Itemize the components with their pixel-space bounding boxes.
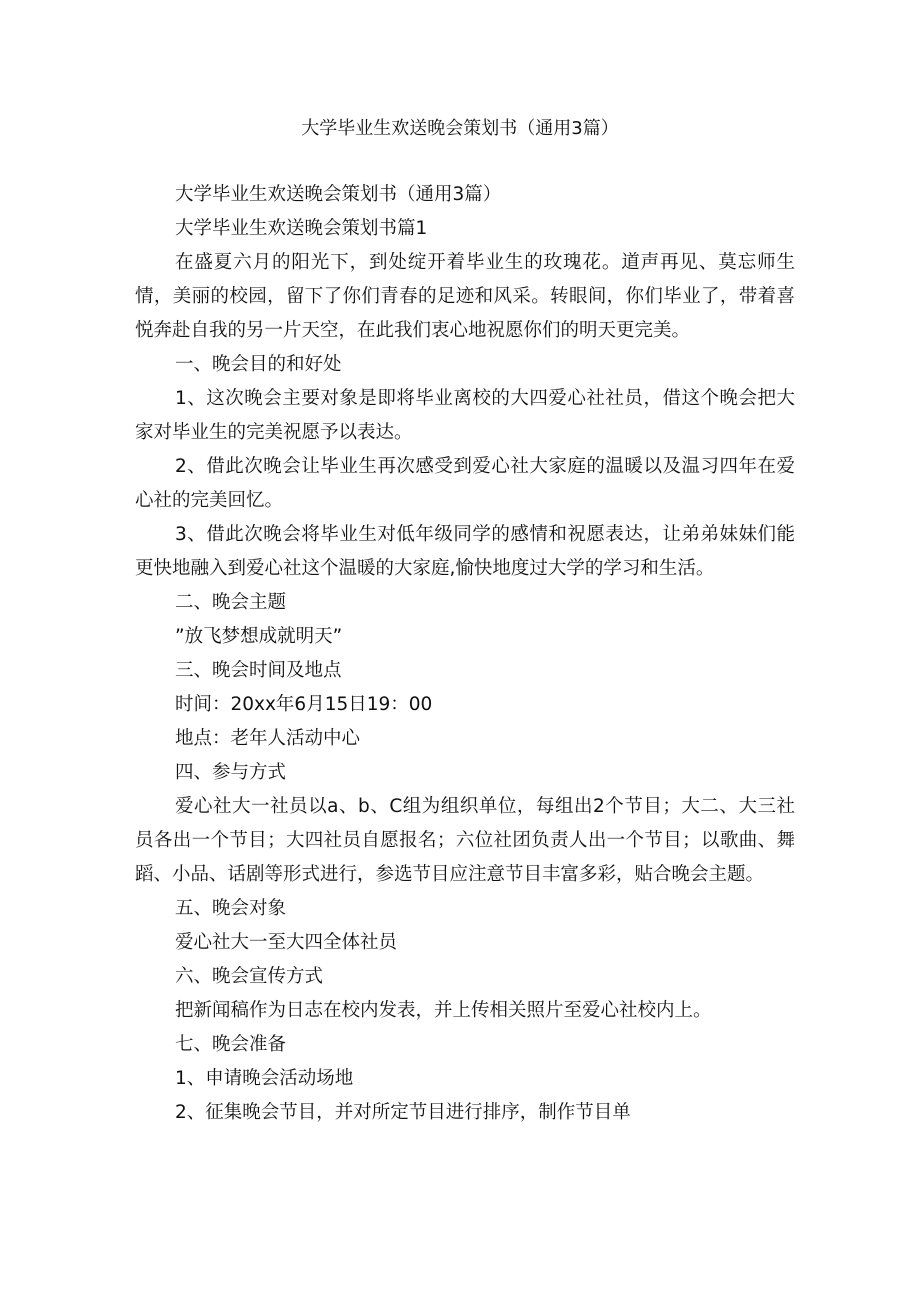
section-1-paragraph-3: 3、借此次晚会将毕业生对低年级同学的感情和祝愿表达，让弟弟妹妹们能更快地融入到爱心社这个温暖的大家庭,愉快地度过大学的学习和生活。: [135, 524, 795, 579]
section-6-text: 把新闻稿作为日志在校内发表，并上传相关照片至爱心社校内上。: [175, 1000, 712, 1021]
document-body: [135, 178, 795, 1130]
intro-paragraph: 在盛夏六月的阳光下，到处绽开着毕业生的玫瑰花。道声再见、莫忘师生情，美丽的校园，留下了你们青春的足迹和风采。转眼间，你们毕业了，带着喜悦奔赴自我的另一片天空，在此我们衷心地祝愿你们的明天更完美。: [135, 252, 795, 341]
section-heading-2: 二、晚会主题: [175, 592, 287, 613]
document-title: 大学毕业生欢送晚会策划书（通用3篇）: [301, 118, 619, 139]
section-5-text: 爱心社大一至大四全体社员: [175, 932, 398, 953]
theme-text: ”放飞梦想成就明天”: [175, 626, 343, 647]
section-heading-5: 五、晚会对象: [175, 898, 287, 919]
section-heading-7: 七、晚会准备: [175, 1034, 287, 1055]
section-heading-6: 六、晚会宣传方式: [175, 966, 324, 987]
section-1-paragraph-2: 2、借此次晚会让毕业生再次感受到爱心社大家庭的温暖以及温习四年在爱心社的完美回忆。: [135, 456, 795, 511]
preparation-item-1: 1、申请晚会活动场地: [175, 1068, 354, 1089]
preparation-item-2: 2、征集晚会节目，并对所定节目进行排序，制作节目单: [175, 1102, 631, 1123]
event-place: 地点：老年人活动中心: [175, 728, 361, 749]
part-title: 大学毕业生欢送晚会策划书篇1: [175, 218, 428, 239]
section-heading-1: 一、晚会目的和好处: [175, 354, 342, 375]
section-heading-4: 四、参与方式: [175, 762, 287, 783]
section-heading-3: 三、晚会时间及地点: [175, 660, 342, 681]
section-4-paragraph: 爱心社大一社员以a、b、C组为组织单位，每组出2个节目；大二、大三社员各出一个节目；大四社员自愿报名；六位社团负责人出一个节目；以歌曲、舞蹈、小品、话剧等形式进行，参选节目应注意节目丰富多彩，贴合晚会主题。: [135, 796, 795, 885]
subtitle: 大学毕业生欢送晚会策划书（通用3篇）: [175, 184, 502, 205]
section-1-paragraph-1: 1、这次晚会主要对象是即将毕业离校的大四爱心社社员，借这个晚会把大家对毕业生的完美祝愿予以表达。: [135, 388, 795, 443]
event-time: 时间：20xx年6月15日19：00: [175, 694, 433, 715]
